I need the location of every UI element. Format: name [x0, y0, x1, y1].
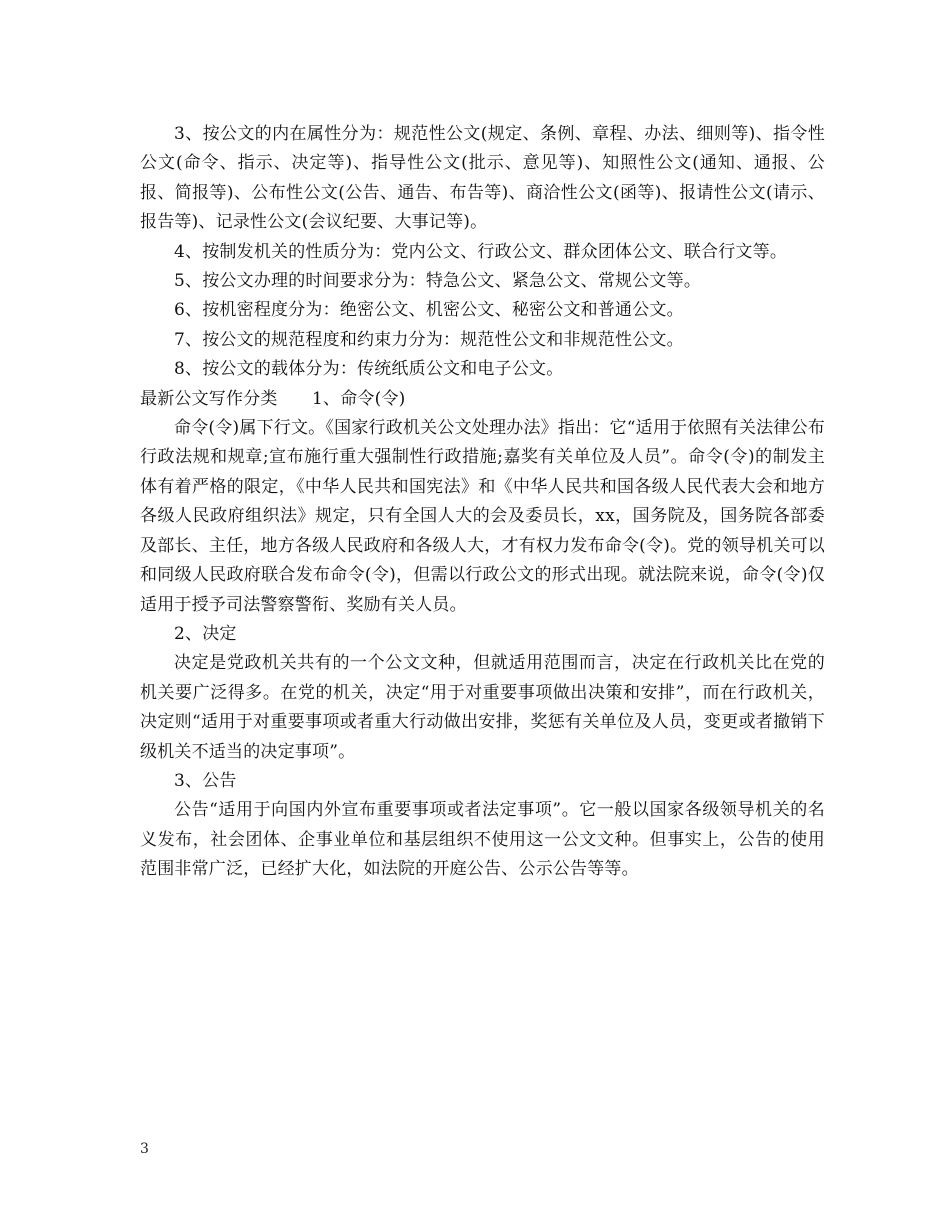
page-number: 3 — [140, 1141, 149, 1157]
paragraph-classification-by-secrecy: 6、按机密程度分为：绝密公文、机密公文、秘密公文和普通公文。 — [174, 300, 684, 321]
paragraph-classification-by-carrier: 8、按公文的载体分为：传统纸质公文和电子公文。 — [174, 359, 564, 380]
paragraph-decision: 决定是党政机关共有的一个公文文种，但就适用范围而言，决定在行政机关比在党的机关要广泛得多。在党的机关，决定“用于对重要事项做出决策和安排”，而在行政机关，决定则“适用于对重要事项或者重大行动做出安排，奖惩有关单位及人员，变更或者撤销下级机关不适当的决定事项”。 — [140, 653, 825, 762]
paragraph-classification-by-norm: 7、按公文的规范程度和约束力分为：规范性公文和非规范性公文。 — [174, 329, 684, 350]
paragraph-command: 命令(令)属下行文。《国家行政机关公文处理办法》指出：它“适用于依照有关法律公布行政法规和规章;宣布施行重大强制性行政措施;嘉奖有关单位及人员”。命令(令)的制发主体有着严格的限定，《中华人民共和国宪法》和《中华人民共和国各级人民代表大会和地方各级人民政府组织法》规定，只有全国人大的会及委员长，xx，国务院及，国务院各部委及部长、主任，地方各级人民政府和各级人大，才有权力发布命令(令)。党的领导机关可以和同级人民政府联合发布命令(令)，但需以行政公文的形式出现。就法院来说，命令(令)仅适用于授予司法警察警衔、奖励有关人员。 — [140, 418, 825, 615]
paragraph-classification-by-time: 5、按公文办理的时间要求分为：特急公文、紧急公文、常规公文等。 — [174, 271, 702, 292]
paragraph-classification-by-attribute: 3、按公文的内在属性分为：规范性公文(规定、条例、章程、办法、细则等)、指令性公文(命令、指示、决定等)、指导性公文(批示、意见等)、知照性公文(通知、通报、公报、简报等)、公布性公文(公告、通告、布告等)、商洽性公文(函等)、报请性公文(请示、报告等)、记录性公文(会议纪要、大事记等)。 — [140, 124, 825, 233]
document-body — [140, 120, 825, 885]
section-heading-announcement: 3、公告 — [174, 770, 237, 791]
section-heading-command: 最新公文写作分类 1、命令(令) — [140, 388, 406, 409]
section-heading-decision: 2、决定 — [174, 623, 237, 644]
paragraph-classification-by-issuer: 4、按制发机关的性质分为：党内公文、行政公文、群众团体公文、联合行文等。 — [174, 241, 788, 262]
paragraph-announcement: 公告“适用于向国内外宣布重要事项或者法定事项”。它一般以国家各级领导机关的名义发布，社会团体、企事业单位和基层组织不使用这一公文文种。但事实上，公告的使用范围非常广泛，已经扩大化，如法院的开庭公告、公示公告等等。 — [140, 800, 825, 880]
